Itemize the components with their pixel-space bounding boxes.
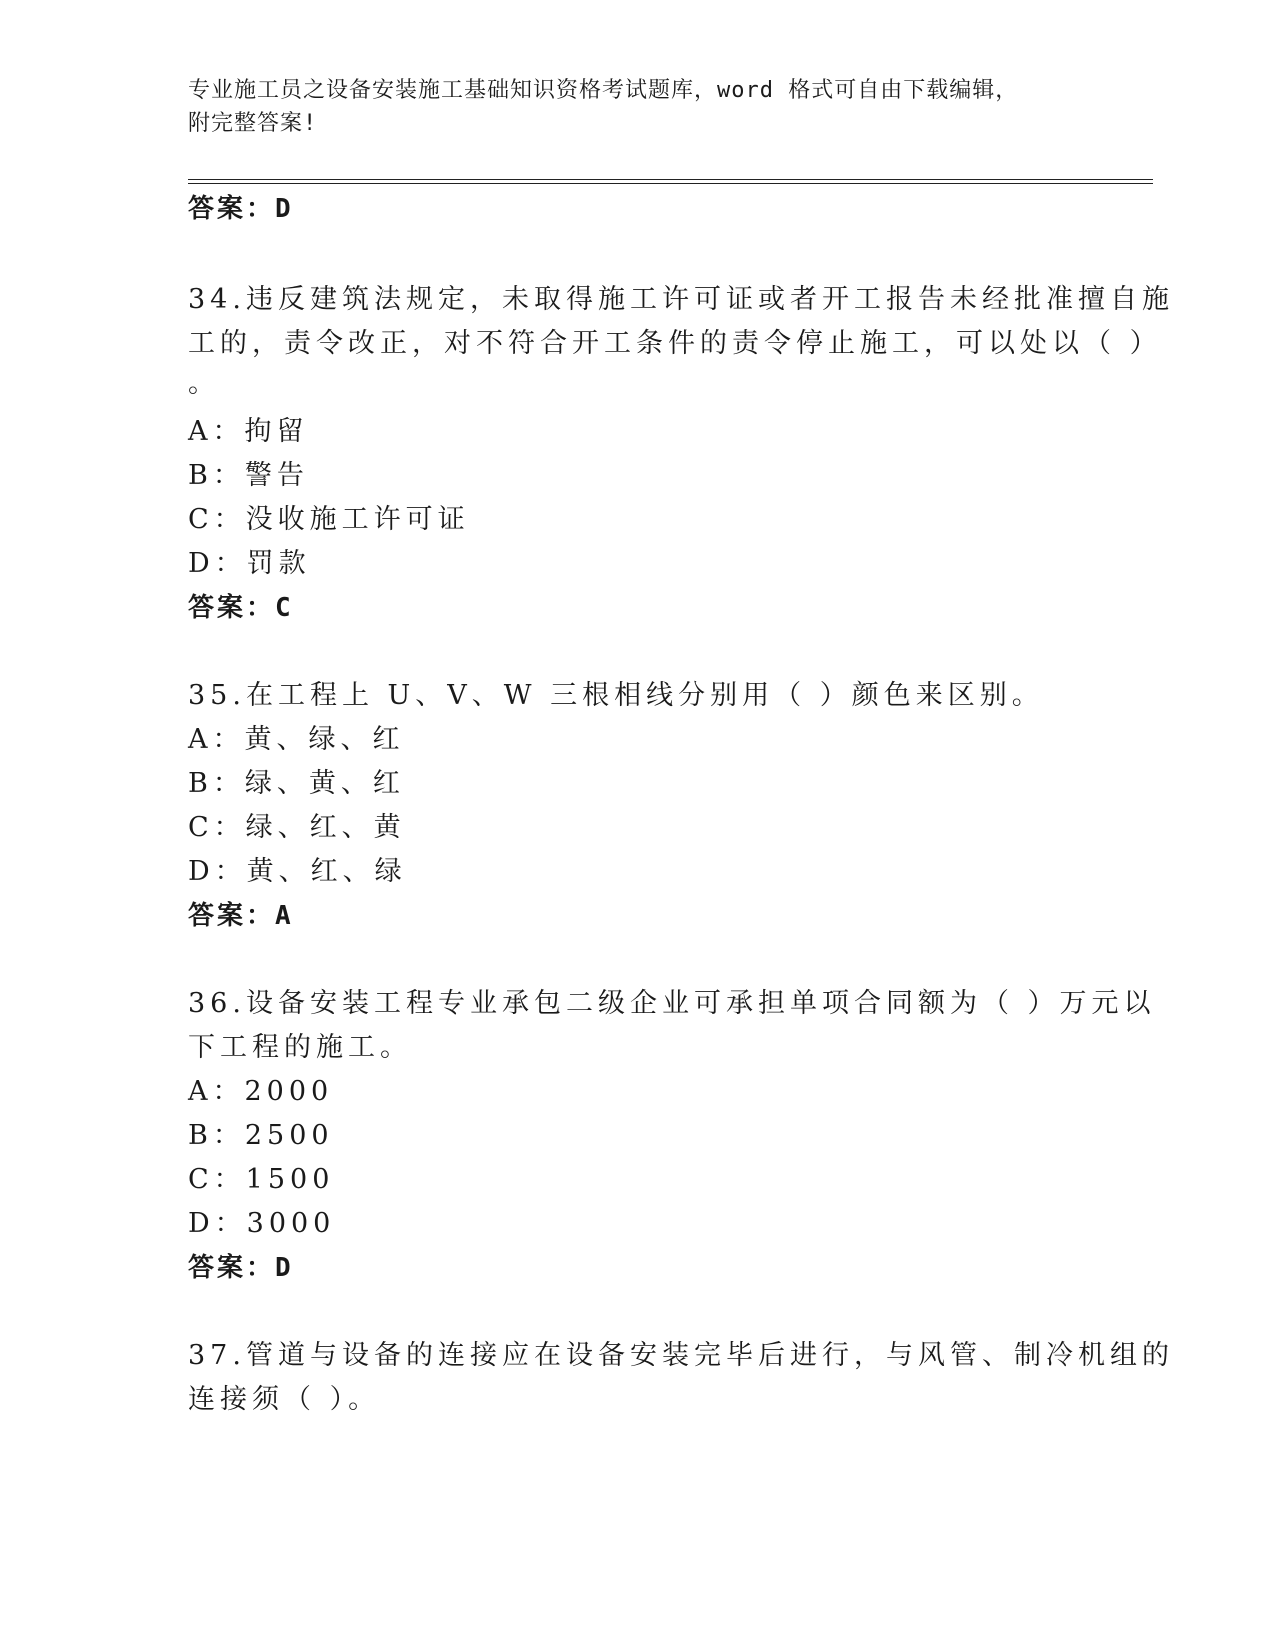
- question-stem-line: 工的，责令改正，对不符合开工条件的责令停止施工，可以处以（ ）: [188, 328, 1162, 359]
- answer-line: 答案：A: [188, 901, 294, 931]
- option-c: C：绿、红、黄: [188, 812, 406, 843]
- answer-line: 答案：D: [188, 1253, 294, 1283]
- question-stem-line: 连接须（ ）。: [188, 1384, 381, 1415]
- option-c: C：1500: [188, 1164, 335, 1195]
- option-b: B：警告: [188, 460, 309, 491]
- question-stem-line: 35.在工程上 U、V、W 三根相线分别用（ ）颜色来区别。: [188, 680, 1044, 711]
- option-b: B：绿、黄、红: [188, 768, 405, 799]
- question-stem-line: 34.违反建筑法规定，未取得施工许可证或者开工报告未经批准擅自施: [188, 284, 1174, 315]
- option-c: C：没收施工许可证: [188, 504, 470, 535]
- question-stem-line: 36.设备安装工程专业承包二级企业可承担单项合同额为（ ）万元以: [188, 988, 1156, 1019]
- header-divider-thin: [188, 179, 1153, 180]
- option-b: B：2500: [188, 1120, 334, 1151]
- question-stem-line: 37.管道与设备的连接应在设备安装完毕后进行，与风管、制冷机组的: [188, 1340, 1174, 1371]
- question-stem-line: 。: [188, 368, 220, 399]
- document-header: [188, 74, 1068, 140]
- answer-line: 答案：D: [188, 194, 294, 224]
- header-line-2: 附完整答案!: [188, 111, 318, 136]
- question-stem-line: 下工程的施工。: [188, 1032, 412, 1063]
- header-line-1: 专业施工员之设备安装施工基础知识资格考试题库，word 格式可自由下载编辑，: [188, 78, 1019, 103]
- option-a: A：2000: [188, 1076, 334, 1107]
- option-d: D：黄、红、绿: [188, 856, 407, 887]
- header-divider-thick: [188, 183, 1153, 184]
- option-d: D：3000: [188, 1208, 336, 1239]
- option-a: A：拘留: [188, 416, 309, 447]
- answer-line: 答案：C: [188, 593, 294, 623]
- option-d: D：罚款: [188, 548, 311, 579]
- option-a: A：黄、绿、红: [188, 724, 405, 755]
